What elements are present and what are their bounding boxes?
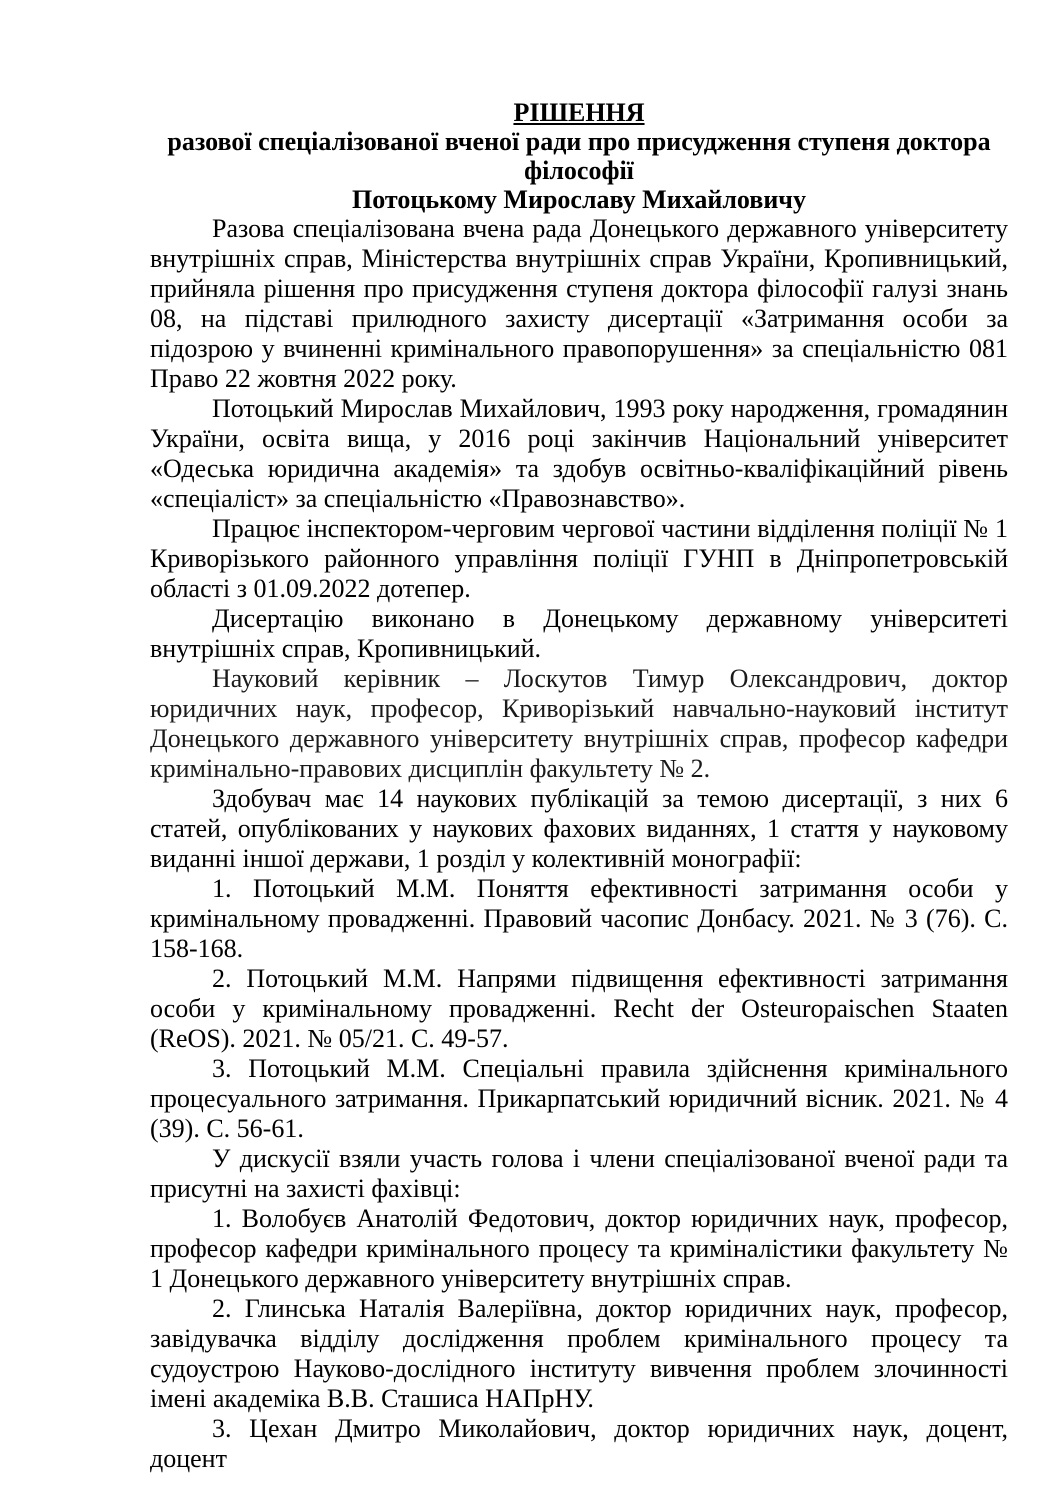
document-subtitle: разової спеціалізованої вченої ради про присудження ступеня доктора філософії (167, 127, 991, 185)
publication-item: 1. Потоцький М.М. Поняття ефективності затримання особи у кримінальному провадженні. Правовий часопис Донбасу. 2021. № 3 (76). С. 158-168. (150, 874, 1008, 963)
paragraph-employment: Працює інспектором-черговим чергової частини відділення поліції № 1 Криворізького районного управління поліції ГУНП в Дніпропетровській області з 01.09.2022 дотепер. (150, 514, 1008, 603)
paragraph-publications-summary: Здобувач має 14 наукових публікацій за темою дисертації, з них 6 статей, опублікованих у наукових фахових виданнях, 1 стаття у науковому виданні іншої держави, 1 розділ у колективній монографії: (150, 784, 1008, 873)
document-body (150, 98, 1008, 1474)
document-title (150, 98, 1008, 127)
document-recipient: Потоцькому Мирославу Михайловичу (352, 185, 806, 214)
document-title-text: РІШЕННЯ (513, 98, 645, 127)
paragraph-institution: Дисертацію виконано в Донецькому державному університеті внутрішніх справ, Кропивницький. (150, 604, 1008, 663)
paragraph-discussion: У дискусії взяли участь голова і члени спеціалізованої вченої ради та присутні на захисті фахівці: (150, 1144, 1008, 1203)
paragraph-decision: Разова спеціалізована вчена рада Донецького державного університету внутрішніх справ, Міністерства внутрішніх справ України, Кропивницький, прийняла рішення про присудження ступеня доктора філософії галузі знань 08, на підставі прилюдного захисту дисертації «Затримання особи за підозрою у вчиненні кримінального правопорушення» за спеціальністю 081 Право 22 жовтня 2022 року. (150, 214, 1008, 393)
publication-item: 2. Потоцький М.М. Напрями підвищення ефективності затримання особи у кримінальному провадженні. Recht der Osteuropaischen Staaten (ReOS). 2021. № 05/21. С. 49-57. (150, 964, 1008, 1053)
paragraph-supervisor: Науковий керівник – Лоскутов Тимур Олександрович, доктор юридичних наук, професор, Криворізький навчально-науковий інститут Донецького державного університету внутрішніх справ, професор кафедри кримінально-правових дисциплін факультету № 2. (150, 664, 1008, 783)
publication-item: 3. Потоцький М.М. Спеціальні правила здійснення кримінального процесуального затримання. Прикарпатський юридичний вісник. 2021. № 4 (39). С. 56-61. (150, 1054, 1008, 1143)
participant-item: 2. Глинська Наталія Валеріївна, доктор юридичних наук, професор, завідувачка відділу дослідження проблем кримінального процесу та судоустрою Науково-дослідного інституту вивчення проблем злочинності імені академіка В.В. Сташиса НАПрНУ. (150, 1294, 1008, 1413)
participant-item: 3. Цехан Дмитро Миколайович, доктор юридичних наук, доцент, доцент (150, 1414, 1008, 1473)
paragraph-biography: Потоцький Мирослав Михайлович, 1993 року народження, громадянин України, освіта вища, у 2016 році закінчив Національний університет «Одеська юридична академія» та здобув освітньо-кваліфікаційний рівень «спеціаліст» за спеціальністю «Правознавство». (150, 394, 1008, 513)
participant-item: 1. Волобуєв Анатолій Федотович, доктор юридичних наук, професор, професор кафедри кримінального процесу та криміналістики факультету № 1 Донецького державного університету внутрішніх справ. (150, 1204, 1008, 1293)
